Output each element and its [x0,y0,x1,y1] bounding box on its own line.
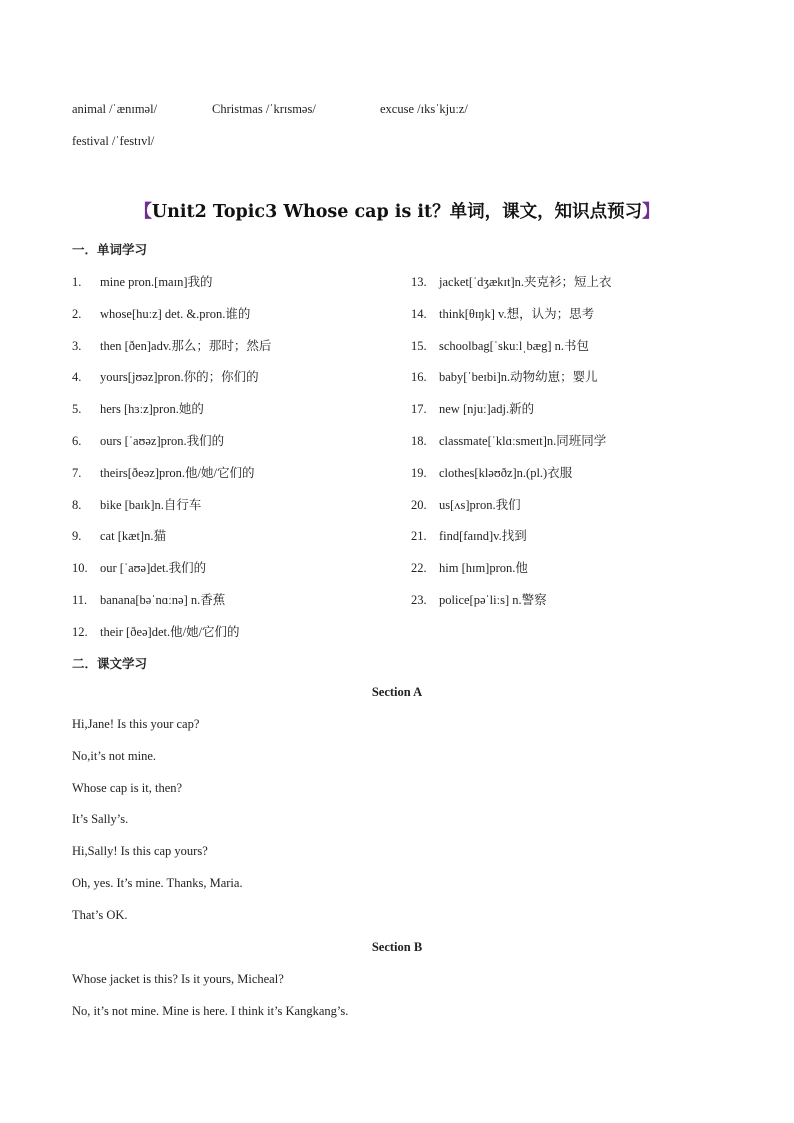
dialog-line: No, it’s not mine. Mine is here. I think it’s Kangkang’s. [72,1003,349,1018]
vocab-number: 17. [411,402,427,417]
dialog-line: That’s OK. [72,907,128,922]
top-word-excuse: excuse /ɪksˈkjuːz/ [380,102,468,116]
title-text: Unit2 Topic3 Whose cap is it？单词，课文，知识点预习 [151,202,643,222]
vocab-column-right [411,272,612,622]
section-a-dialog [72,717,722,940]
vocab-number: 10. [72,561,88,576]
section-b-dialog [72,972,722,1036]
title-open-bracket: 【 [134,202,152,222]
vocab-item [72,272,271,304]
vocab-entry: clothes[kləʊðz]n.(pl.)衣服 [439,465,573,480]
vocab-item [411,526,612,558]
vocab-entry: cat [kæt]n.猫 [100,529,166,544]
vocab-item [411,463,612,495]
top-word-row [72,102,722,134]
vocab-item [411,272,612,304]
vocab-entry: banana[bəˈnɑːnə] n.香蕉 [100,592,226,607]
top-word-festival: festival /ˈfestɪvl/ [72,134,155,148]
page-title [0,198,794,223]
vocab-number: 13. [411,275,427,289]
vocab-number: 20. [411,497,427,512]
vocab-number: 22. [411,561,427,576]
vocab-item [411,399,612,431]
vocab-item [411,431,612,463]
vocab-entry: classmate[ˈklɑːsmeɪt]n.同班同学 [439,433,607,448]
vocab-item [72,399,271,431]
vocab-number: 2. [72,306,82,321]
vocab-item [72,431,271,463]
vocab-item [411,495,612,527]
vocab-item [411,304,612,336]
vocab-item [72,336,271,368]
top-word-list [72,102,722,166]
vocab-entry: then [ðen]adv.那么；那时；然后 [100,338,272,353]
top-word-animal: animal /ˈænɪməl/ [72,102,158,116]
dialog-line: Whose cap is it, then? [72,780,183,795]
top-word-christmas: Christmas /ˈkrɪsməs/ [212,102,316,116]
vocab-number: 6. [72,433,82,448]
vocab-entry: find[faɪnd]v.找到 [439,529,527,544]
vocab-column-left [72,272,271,654]
vocab-entry: new [njuː]adj.新的 [439,402,535,417]
vocab-item [72,558,271,590]
vocab-entry: our [ˈaʊə]det.我们的 [100,561,207,576]
vocab-entry: yours[jʊəz]pron.你的；你们的 [100,370,259,385]
section-a-title: Section A [371,685,423,699]
dialog-line: It’s Sally’s. [72,812,129,827]
vocab-item [411,367,612,399]
dialog-line: Oh, yes. It’s mine. Thanks, Maria. [72,875,243,890]
vocab-entry: police[pəˈliːs] n.警察 [439,592,547,607]
vocab-number: 16. [411,370,427,385]
vocab-item [72,526,271,558]
vocab-item [411,590,612,622]
vocab-item [72,590,271,622]
section-b-title: Section B [371,940,423,954]
dialog-line: Whose jacket is this? Is it yours, Micheal? [72,972,284,986]
vocab-entry: ours [ˈaʊəz]pron.我们的 [100,433,225,448]
vocab-number: 3. [72,338,82,353]
vocab-entry: baby[ˈbeɪbi]n.动物幼崽；婴儿 [439,370,598,385]
section-two-heading: 二．课文学习 [72,656,148,671]
vocab-number: 4. [72,370,82,385]
title-close-bracket: 】 [642,202,660,222]
vocab-number: 5. [72,402,82,417]
dialog-line: No,it’s not mine. [72,748,157,763]
vocab-entry: theirs[ðeəz]pron.他/她/它们的 [100,465,255,480]
vocab-entry: whose[huːz] det. &.pron.谁的 [100,306,251,321]
vocab-entry: think[θɪŋk] v.想，认为；思考 [439,306,595,321]
vocab-entry: hers [hɜːz]pron.她的 [100,402,204,417]
vocab-entry: schoolbag[ˈskuːlˌbæg] n.书包 [439,338,589,353]
vocab-number: 18. [411,433,427,448]
top-word-row [72,134,722,166]
vocab-item [72,622,271,654]
vocab-number: 7. [72,465,82,480]
vocab-number: 12. [72,624,88,639]
vocab-entry: us[ʌs]pron.我们 [439,497,521,512]
vocab-number: 9. [72,529,82,544]
vocab-entry: their [ðeə]det.他/她/它们的 [100,624,240,639]
vocab-number: 11. [72,592,88,607]
vocab-number: 1. [72,275,82,289]
dialog-line: Hi,Sally! Is this cap yours? [72,844,208,859]
dialog-line: Hi,Jane! Is this your cap? [72,717,200,731]
vocab-entry: him [hɪm]pron.他 [439,561,528,576]
vocab-number: 8. [72,497,82,512]
vocab-number: 19. [411,465,427,480]
vocab-item [72,304,271,336]
vocab-entry: mine pron.[maɪn]我的 [100,275,213,289]
vocab-number: 15. [411,338,427,353]
vocab-item [72,463,271,495]
section-one-heading: 一．单词学习 [72,242,148,257]
vocab-item [411,558,612,590]
vocab-item [72,367,271,399]
vocab-number: 21. [411,529,427,544]
vocab-number: 23. [411,592,427,607]
vocab-item [411,336,612,368]
vocab-entry: bike [baɪk]n.自行车 [100,497,202,512]
vocab-item [72,495,271,527]
vocab-entry: jacket[ˈdʒækɪt]n.夹克衫；短上衣 [439,275,612,289]
vocab-number: 14. [411,306,427,321]
